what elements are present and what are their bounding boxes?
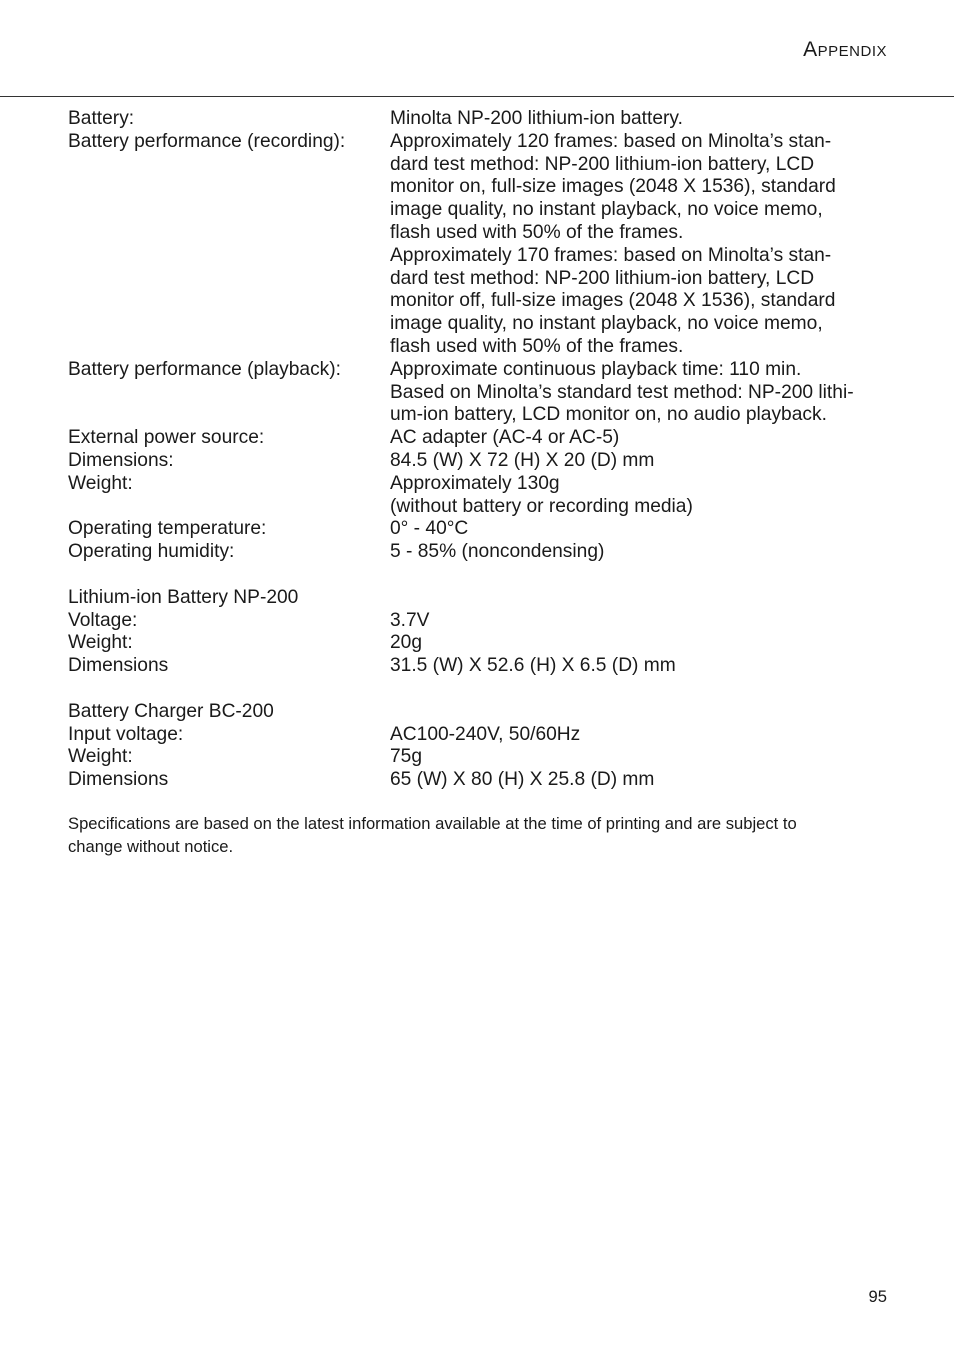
spec-value: AC100-240V, 50/60Hz <box>390 723 581 745</box>
spec-value <box>390 541 898 564</box>
section-spacer <box>68 678 898 701</box>
battery-np200-heading-row <box>68 587 898 610</box>
spec-value-line: 5 - 85% (noncondensing) <box>390 541 605 563</box>
section-heading: Battery Charger BC-200 <box>68 700 274 722</box>
spec-value-line: (without battery or recording media) <box>390 495 693 517</box>
spec-value: 20g <box>390 632 423 654</box>
spec-value-line: image quality, no instant playback, no voice memo, <box>390 313 823 335</box>
spec-label: Battery performance (recording): <box>68 130 346 152</box>
spec-value-line: dard test method: NP-200 lithium-ion battery, LCD <box>390 267 815 289</box>
spec-value-line: flash used with 50% of the frames. <box>390 335 684 357</box>
charger-bc200-heading-row <box>68 701 898 724</box>
spec-label: Operating temperature: <box>68 518 267 540</box>
spec-value-line: dard test method: NP-200 lithium-ion battery, LCD <box>390 153 815 175</box>
spec-value-line: Approximately 130g <box>390 472 560 494</box>
spec-table <box>68 108 898 792</box>
spec-value-line: 84.5 (W) X 72 (H) X 20 (D) mm <box>390 449 655 471</box>
spec-value-line: Approximately 120 frames: based on Minolta’s stan- <box>390 130 832 152</box>
spec-row-operating-humidity <box>68 541 898 564</box>
spec-row-battery-weight <box>68 632 898 655</box>
spec-label: Operating humidity: <box>68 541 235 563</box>
spec-row-operating-temperature <box>68 518 898 541</box>
page-number: 95 <box>868 1287 887 1306</box>
spec-row-charger-input-voltage <box>68 724 898 747</box>
spec-value-line: Minolta NP-200 lithium-ion battery. <box>390 108 683 129</box>
spec-row-battery-playback <box>68 359 898 427</box>
spec-label: Input voltage: <box>68 723 184 745</box>
spec-value-line: 0° - 40°C <box>390 518 469 540</box>
spec-label: Weight: <box>68 746 133 768</box>
spec-value: 75g <box>390 746 423 768</box>
spec-value-line: image quality, no instant playback, no voice memo, <box>390 199 823 221</box>
spec-value <box>390 473 898 519</box>
spec-value-line: flash used with 50% of the frames. <box>390 221 684 243</box>
spec-label: External power source: <box>68 427 265 449</box>
spec-row-battery-voltage <box>68 610 898 633</box>
spec-value <box>390 108 898 131</box>
spec-label: Weight: <box>68 472 133 494</box>
section-heading: Lithium-ion Battery NP-200 <box>68 586 299 608</box>
notice-line: change without notice. <box>68 837 234 856</box>
section-spacer <box>68 564 898 587</box>
spec-value: 65 (W) X 80 (H) X 25.8 (D) mm <box>390 769 655 791</box>
spec-label: Battery performance (playback): <box>68 358 342 380</box>
spec-row-weight <box>68 473 898 519</box>
spec-value-line: um-ion battery, LCD monitor on, no audio playback. <box>390 404 827 426</box>
spec-label: Weight: <box>68 632 133 654</box>
spec-value <box>390 131 898 359</box>
section-title: Appendix <box>803 38 887 61</box>
notice-line: Specifications are based on the latest information available at the time of printing and are subject to <box>68 814 797 833</box>
spec-value <box>390 450 898 473</box>
spec-value: 31.5 (W) X 52.6 (H) X 6.5 (D) mm <box>390 655 676 677</box>
spec-label: Dimensions <box>68 769 169 791</box>
spec-value-line: monitor on, full-size images (2048 X 1536), standard <box>390 176 836 198</box>
spec-value-line: Based on Minolta’s standard test method: NP-200 lithi- <box>390 381 854 403</box>
specification-notice <box>68 812 898 858</box>
spec-row-battery-dimensions <box>68 655 898 678</box>
spec-row-battery-recording <box>68 131 898 359</box>
spec-row-charger-dimensions <box>68 769 898 792</box>
spec-row-battery <box>68 108 898 131</box>
spec-label: Battery: <box>68 108 135 129</box>
spec-value-line: monitor off, full-size images (2048 X 1536), standard <box>390 290 836 312</box>
spec-value: 3.7V <box>390 609 430 631</box>
spec-value <box>390 427 898 450</box>
spec-value-line: Approximate continuous playback time: 110 min. <box>390 358 802 380</box>
spec-row-external-power <box>68 427 898 450</box>
spec-value-line: AC adapter (AC-4 or AC-5) <box>390 427 620 449</box>
header-divider <box>0 96 954 97</box>
spec-value <box>390 518 898 541</box>
spec-row-charger-weight <box>68 746 898 769</box>
spec-row-dimensions <box>68 450 898 473</box>
spec-value <box>390 359 898 427</box>
spec-label: Dimensions <box>68 655 169 677</box>
spec-value-line: Approximately 170 frames: based on Minolta’s stan- <box>390 244 832 266</box>
spec-label: Dimensions: <box>68 449 174 471</box>
spec-label: Voltage: <box>68 609 138 631</box>
